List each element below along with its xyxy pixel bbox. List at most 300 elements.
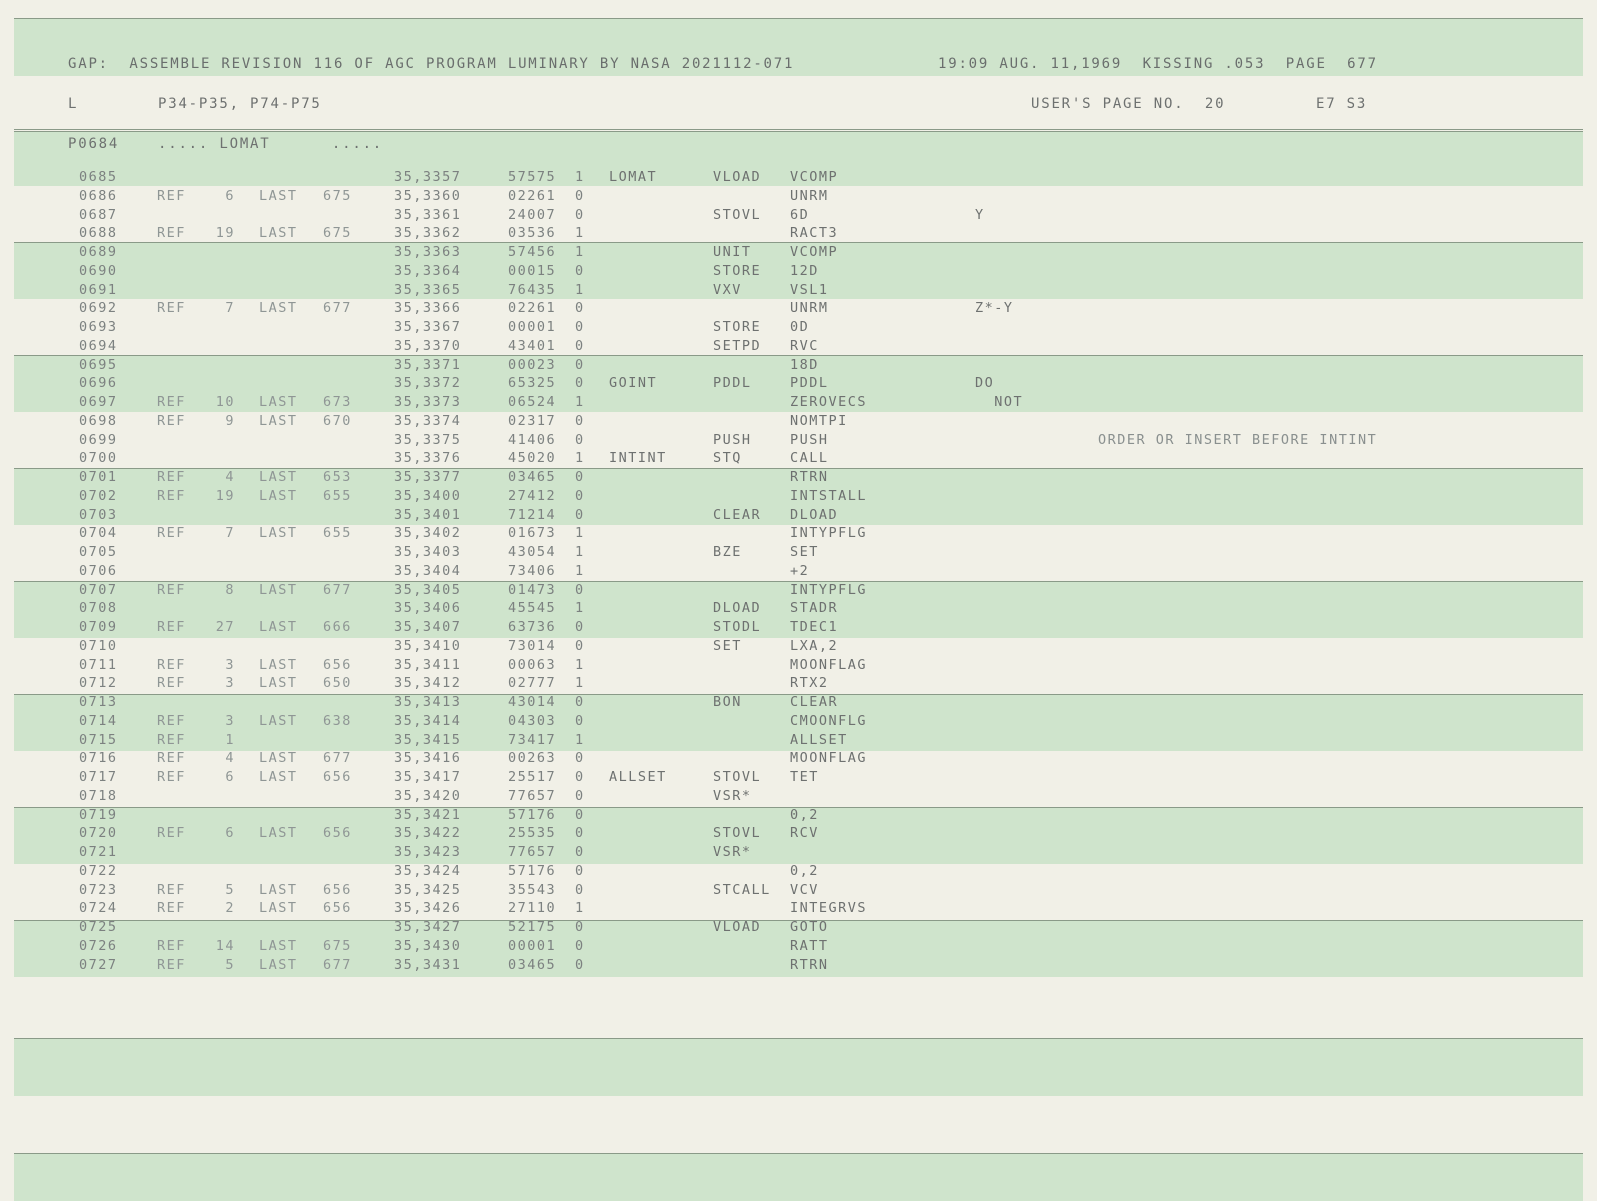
parity-bit: 0 [575, 206, 585, 223]
parity-bit: 0 [575, 825, 585, 842]
operand: TDEC1 [790, 619, 839, 635]
line-number: 0714 [79, 712, 118, 729]
opcode: STOVL [713, 206, 762, 223]
table-row [0, 713, 1597, 732]
user-page-number: USER'S PAGE NO. 20 [1031, 96, 1226, 112]
page-code: E7 S3 [1316, 96, 1368, 112]
line-number: 0727 [79, 956, 118, 973]
octal-code: 41406 [508, 431, 557, 448]
ref-count: 7 [225, 525, 235, 542]
table-row [0, 563, 1597, 582]
ref-keyword: REF [157, 900, 186, 917]
last-keyword: LAST [259, 487, 298, 504]
last-keyword: LAST [259, 881, 298, 898]
label: GOINT [609, 375, 658, 392]
line-number: 0703 [79, 506, 118, 523]
octal-code: 25535 [508, 825, 557, 842]
operand: ALLSET [790, 731, 848, 748]
octal-code: 02261 [508, 187, 557, 204]
table-row [0, 638, 1597, 657]
last-keyword: LAST [259, 900, 298, 917]
octal-code: 25517 [508, 769, 557, 785]
line-number: 0708 [79, 600, 118, 617]
last-page: 655 [323, 487, 352, 504]
octal-code: 01473 [508, 581, 557, 598]
memory-address: 35,3413 [394, 694, 462, 710]
opcode: VSR* [713, 844, 752, 860]
octal-code: 02261 [508, 300, 557, 317]
octal-code: 03465 [508, 469, 557, 485]
parity-bit: 0 [575, 956, 585, 973]
memory-address: 35,3410 [394, 637, 462, 654]
operand: MOONFLAG [790, 656, 868, 673]
ref-keyword: REF [157, 225, 186, 242]
opcode: VXV [713, 281, 742, 298]
octal-code: 57456 [508, 244, 557, 260]
opcode: STODL [713, 619, 762, 635]
memory-address: 35,3407 [394, 619, 462, 635]
ref-keyword: REF [157, 187, 186, 204]
parity-bit: 0 [575, 712, 585, 729]
line-number: 0696 [79, 375, 118, 392]
operand: CMOONFLG [790, 712, 868, 729]
parity-bit: 0 [575, 375, 585, 392]
memory-address: 35,3366 [394, 300, 462, 317]
memory-address: 35,3404 [394, 562, 462, 579]
section-line-number: P0684 [68, 136, 120, 152]
table-row [0, 863, 1597, 882]
memory-address: 35,3403 [394, 544, 462, 560]
memory-address: 35,3415 [394, 731, 462, 748]
opcode: CLEAR [713, 506, 762, 523]
operand: ZEROVECS [790, 394, 868, 410]
memory-address: 35,3422 [394, 825, 462, 842]
octal-code: 00015 [508, 262, 557, 279]
parity-bit: 1 [575, 169, 585, 185]
operand: UNRM [790, 187, 829, 204]
operand: RTX2 [790, 675, 829, 692]
line-number: 0722 [79, 862, 118, 879]
ref-count: 5 [225, 956, 235, 973]
table-row [0, 338, 1597, 357]
table-row [0, 769, 1597, 788]
table-row [0, 525, 1597, 544]
table-row [0, 938, 1597, 957]
last-keyword: LAST [259, 300, 298, 317]
table-row [0, 488, 1597, 507]
last-page: 655 [323, 525, 352, 542]
memory-address: 35,3417 [394, 769, 462, 785]
opcode: BON [713, 694, 742, 710]
last-keyword: LAST [259, 187, 298, 204]
octal-code: 00263 [508, 750, 557, 767]
operand: INTEGRVS [790, 900, 868, 917]
operand: SET [790, 544, 819, 560]
octal-code: 00001 [508, 319, 557, 335]
table-row [0, 957, 1597, 976]
memory-address: 35,3362 [394, 225, 462, 242]
last-keyword: LAST [259, 656, 298, 673]
table-row [0, 263, 1597, 282]
last-keyword: LAST [259, 225, 298, 242]
octal-code: 43014 [508, 694, 557, 710]
line-number: 0685 [79, 169, 118, 185]
line-number: 0709 [79, 619, 118, 635]
ref-count: 27 [215, 619, 235, 635]
memory-address: 35,3402 [394, 525, 462, 542]
memory-address: 35,3374 [394, 412, 462, 429]
parity-bit: 0 [575, 637, 585, 654]
operand: RCV [790, 825, 819, 842]
operand: 0,2 [790, 862, 819, 879]
ref-count: 6 [225, 187, 235, 204]
ref-count: 19 [215, 225, 235, 242]
parity-bit: 0 [575, 787, 585, 804]
parity-bit: 1 [575, 225, 585, 242]
operand: 18D [790, 356, 819, 373]
line-number: 0723 [79, 881, 118, 898]
table-row [0, 244, 1597, 263]
memory-address: 35,3414 [394, 712, 462, 729]
memory-address: 35,3375 [394, 431, 462, 448]
octal-code: 00001 [508, 937, 557, 954]
ref-keyword: REF [157, 487, 186, 504]
parity-bit: 0 [575, 487, 585, 504]
operand: INTYPFLG [790, 581, 868, 598]
octal-code: 24007 [508, 206, 557, 223]
opcode: PUSH [713, 431, 752, 448]
table-row [0, 825, 1597, 844]
last-page: 650 [323, 675, 352, 692]
section-title: ..... LOMAT ..... [158, 136, 384, 152]
parity-bit: 0 [575, 750, 585, 767]
table-row [0, 900, 1597, 919]
ref-count: 8 [225, 581, 235, 598]
last-keyword: LAST [259, 825, 298, 842]
parity-bit: 0 [575, 469, 585, 485]
octal-code: 06524 [508, 394, 557, 410]
label: INTINT [609, 450, 667, 467]
table-row [0, 169, 1597, 188]
last-page: 675 [323, 225, 352, 242]
memory-address: 35,3421 [394, 806, 462, 823]
line-number: 0702 [79, 487, 118, 504]
table-row [0, 582, 1597, 601]
parity-bit: 0 [575, 412, 585, 429]
ref-count: 10 [215, 394, 235, 410]
ref-count: 1 [225, 731, 235, 748]
table-row [0, 675, 1597, 694]
rule-line [14, 129, 1583, 130]
operand: DLOAD [790, 506, 839, 523]
ref-keyword: REF [157, 525, 186, 542]
ref-count: 5 [225, 881, 235, 898]
octal-code: 01673 [508, 525, 557, 542]
opcode: SET [713, 637, 742, 654]
operand: MOONFLAG [790, 750, 868, 767]
table-row [0, 507, 1597, 526]
last-keyword: LAST [259, 769, 298, 785]
line-number: 0705 [79, 544, 118, 560]
line-number: 0718 [79, 787, 118, 804]
opcode: STORE [713, 262, 762, 279]
octal-code: 76435 [508, 281, 557, 298]
memory-address: 35,3357 [394, 169, 462, 185]
ref-count: 6 [225, 769, 235, 785]
comment-note: ORDER OR INSERT BEFORE INTINT [1098, 431, 1378, 448]
line-number: 0693 [79, 319, 118, 335]
line-number: 0725 [79, 919, 118, 935]
greenbar-band [14, 1153, 1583, 1201]
last-page: 677 [323, 581, 352, 598]
parity-bit: 1 [575, 544, 585, 560]
last-page: 638 [323, 712, 352, 729]
line-number: 0724 [79, 900, 118, 917]
line-number: 0721 [79, 844, 118, 860]
parity-bit: 1 [575, 656, 585, 673]
last-keyword: LAST [259, 525, 298, 542]
table-row [0, 750, 1597, 769]
last-keyword: LAST [259, 581, 298, 598]
ref-count: 7 [225, 300, 235, 317]
parity-bit: 0 [575, 356, 585, 373]
last-page: 673 [323, 394, 352, 410]
ref-keyword: REF [157, 712, 186, 729]
operand: VCOMP [790, 169, 839, 185]
parity-bit: 0 [575, 581, 585, 598]
ref-keyword: REF [157, 881, 186, 898]
ref-keyword: REF [157, 750, 186, 767]
octal-code: 77657 [508, 787, 557, 804]
operand: PDDL [790, 375, 829, 392]
table-row [0, 225, 1597, 244]
parity-bit: 0 [575, 919, 585, 935]
label: ALLSET [609, 769, 667, 785]
line-number: 0692 [79, 300, 118, 317]
parity-bit: 1 [575, 525, 585, 542]
operand: VCV [790, 881, 819, 898]
line-number: 0713 [79, 694, 118, 710]
ref-keyword: REF [157, 825, 186, 842]
table-row [0, 357, 1597, 376]
memory-address: 35,3376 [394, 450, 462, 467]
operand: 0D [790, 319, 810, 335]
memory-address: 35,3365 [394, 281, 462, 298]
line-number: 0697 [79, 394, 118, 410]
opcode: DLOAD [713, 600, 762, 617]
table-row [0, 657, 1597, 676]
memory-address: 35,3371 [394, 356, 462, 373]
ref-count: 19 [215, 487, 235, 504]
line-number: 0688 [79, 225, 118, 242]
line-number: 0704 [79, 525, 118, 542]
memory-address: 35,3400 [394, 487, 462, 504]
ref-count: 3 [225, 675, 235, 692]
opcode: STQ [713, 450, 742, 467]
last-page: 656 [323, 769, 352, 785]
parity-bit: 0 [575, 862, 585, 879]
table-row [0, 882, 1597, 901]
line-number: 0716 [79, 750, 118, 767]
memory-address: 35,3416 [394, 750, 462, 767]
ref-keyword: REF [157, 956, 186, 973]
table-row [0, 619, 1597, 638]
operand: CALL [790, 450, 829, 467]
octal-code: 52175 [508, 919, 557, 935]
last-page: 656 [323, 881, 352, 898]
parity-bit: 0 [575, 319, 585, 335]
ref-count: 4 [225, 469, 235, 485]
table-row [0, 694, 1597, 713]
memory-address: 35,3405 [394, 581, 462, 598]
opcode: BZE [713, 544, 742, 560]
timestamp-header: 19:09 AUG. 11,1969 KISSING .053 PAGE 677 [938, 56, 1378, 72]
last-page: 670 [323, 412, 352, 429]
memory-address: 35,3423 [394, 844, 462, 860]
ref-keyword: REF [157, 581, 186, 598]
parity-bit: 0 [575, 431, 585, 448]
memory-address: 35,3372 [394, 375, 462, 392]
octal-code: 03536 [508, 225, 557, 242]
octal-code: 27412 [508, 487, 557, 504]
operand: RACT3 [790, 225, 839, 242]
line-number: 0715 [79, 731, 118, 748]
parity-bit: 0 [575, 937, 585, 954]
line-number: 0706 [79, 562, 118, 579]
parity-bit: 1 [575, 394, 585, 410]
table-row [0, 600, 1597, 619]
line-number: 0700 [79, 450, 118, 467]
last-keyword: LAST [259, 675, 298, 692]
operand: NOMTPI [790, 412, 848, 429]
last-keyword: LAST [259, 469, 298, 485]
opcode: VSR* [713, 787, 752, 804]
octal-code: 00063 [508, 656, 557, 673]
opcode: SETPD [713, 337, 762, 354]
program-range: P34-P35, P74-P75 [158, 96, 322, 112]
octal-code: 02317 [508, 412, 557, 429]
operand: PUSH [790, 431, 829, 448]
last-keyword: LAST [259, 412, 298, 429]
parity-bit: 0 [575, 300, 585, 317]
opcode: STOVL [713, 769, 762, 785]
memory-address: 35,3360 [394, 187, 462, 204]
octal-code: 57176 [508, 806, 557, 823]
octal-code: 02777 [508, 675, 557, 692]
table-row [0, 844, 1597, 863]
comment: DO [975, 375, 995, 392]
line-number: 0726 [79, 937, 118, 954]
opcode: STCALL [713, 881, 771, 898]
parity-bit: 0 [575, 694, 585, 710]
octal-code: 57575 [508, 169, 557, 185]
memory-address: 35,3406 [394, 600, 462, 617]
operand: RVC [790, 337, 819, 354]
line-number: 0687 [79, 206, 118, 223]
octal-code: 00023 [508, 356, 557, 373]
parity-bit: 1 [575, 900, 585, 917]
memory-address: 35,3411 [394, 656, 462, 673]
table-row [0, 432, 1597, 451]
memory-address: 35,3427 [394, 919, 462, 935]
table-row [0, 319, 1597, 338]
operand: INTYPFLG [790, 525, 868, 542]
ref-keyword: REF [157, 394, 186, 410]
table-row [0, 919, 1597, 938]
parity-bit: 0 [575, 262, 585, 279]
parity-bit: 0 [575, 619, 585, 635]
ref-keyword: REF [157, 412, 186, 429]
octal-code: 03465 [508, 956, 557, 973]
parity-bit: 0 [575, 769, 585, 785]
octal-code: 73417 [508, 731, 557, 748]
ref-count: 2 [225, 900, 235, 917]
operand: CLEAR [790, 694, 839, 710]
parity-bit: 0 [575, 881, 585, 898]
parity-bit: 1 [575, 675, 585, 692]
operand: UNRM [790, 300, 829, 317]
label: LOMAT [609, 169, 658, 185]
last-page: 675 [323, 937, 352, 954]
octal-code: 43401 [508, 337, 557, 354]
operand: 6D [790, 206, 810, 223]
parity-bit: 1 [575, 562, 585, 579]
opcode: STOVL [713, 825, 762, 842]
line-number: 0689 [79, 244, 118, 260]
operand: +2 [790, 562, 810, 579]
operand: RTRN [790, 469, 829, 485]
octal-code: 65325 [508, 375, 557, 392]
ref-keyword: REF [157, 675, 186, 692]
memory-address: 35,3430 [394, 937, 462, 954]
memory-address: 35,3364 [394, 262, 462, 279]
line-number: 0686 [79, 187, 118, 204]
table-row [0, 544, 1597, 563]
octal-code: 73406 [508, 562, 557, 579]
ref-keyword: REF [157, 469, 186, 485]
table-row [0, 807, 1597, 826]
greenbar-band [14, 1038, 1583, 1096]
octal-code: 57176 [508, 862, 557, 879]
parity-bit: 1 [575, 450, 585, 467]
opcode: VLOAD [713, 919, 762, 935]
octal-code: 35543 [508, 881, 557, 898]
memory-address: 35,3401 [394, 506, 462, 523]
last-page: 677 [323, 956, 352, 973]
table-row [0, 450, 1597, 469]
parity-bit: 1 [575, 281, 585, 298]
operand: LXA,2 [790, 637, 839, 654]
last-page: 656 [323, 900, 352, 917]
table-row [0, 375, 1597, 394]
ref-keyword: REF [157, 937, 186, 954]
last-keyword: LAST [259, 750, 298, 767]
memory-address: 35,3363 [394, 244, 462, 260]
operand: VCOMP [790, 244, 839, 260]
last-keyword: LAST [259, 937, 298, 954]
operand: RTRN [790, 956, 829, 973]
ref-count: 3 [225, 712, 235, 729]
assembly-header: GAP: ASSEMBLE REVISION 116 OF AGC PROGRAM LUMINARY BY NASA 2021112-071 [68, 56, 795, 72]
memory-address: 35,3420 [394, 787, 462, 804]
octal-code: 73014 [508, 637, 557, 654]
last-page: 656 [323, 825, 352, 842]
ref-keyword: REF [157, 300, 186, 317]
ref-count: 4 [225, 750, 235, 767]
table-row [0, 188, 1597, 207]
table-row [0, 282, 1597, 301]
ref-keyword: REF [157, 656, 186, 673]
